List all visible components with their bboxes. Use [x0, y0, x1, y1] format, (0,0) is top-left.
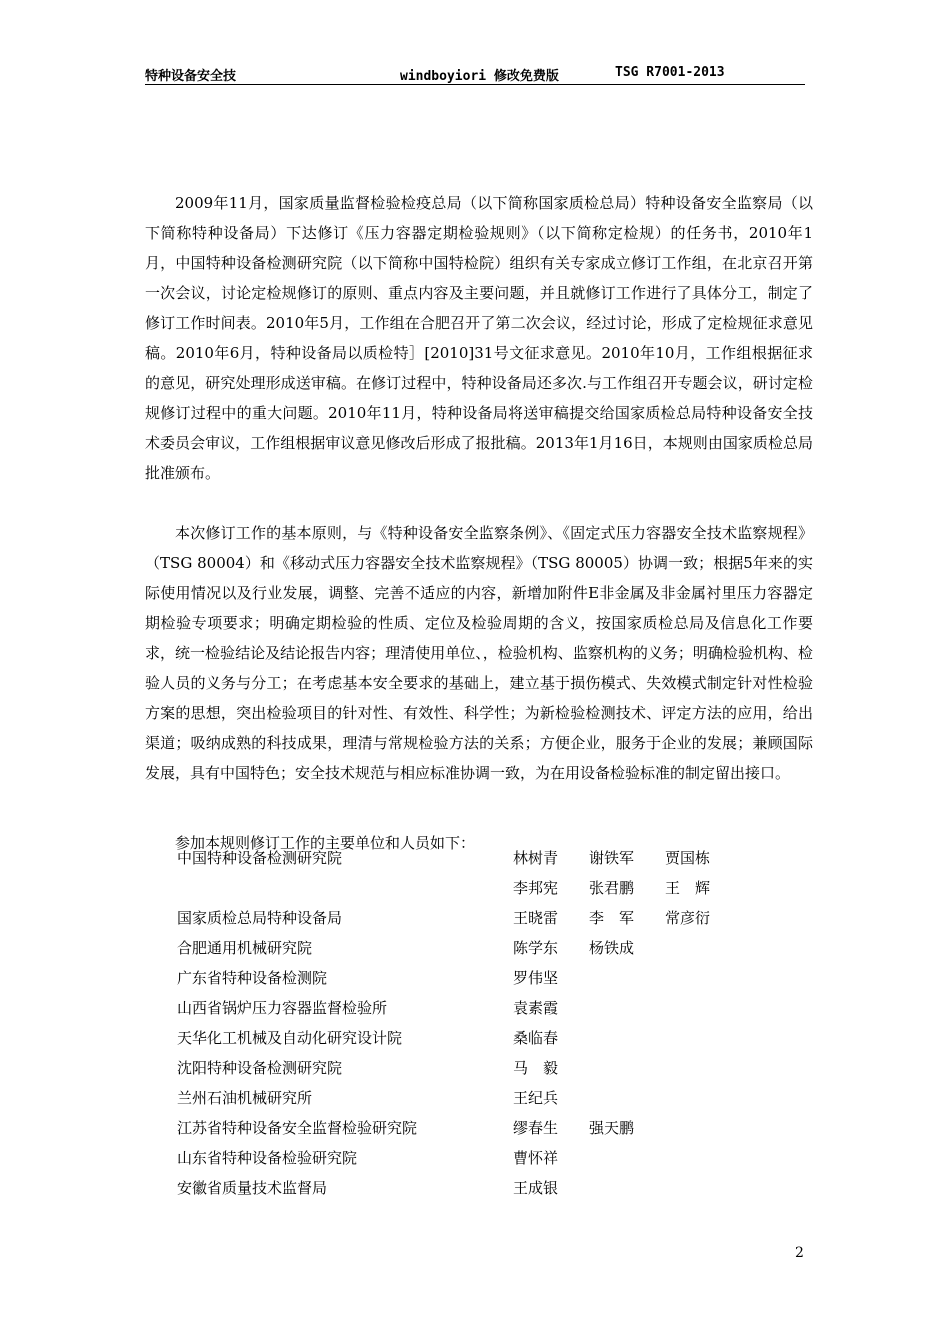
participant-row: [177, 1053, 817, 1083]
person-name: 陈学东: [513, 939, 559, 957]
participant-row: [177, 933, 817, 963]
participant-row: [177, 1113, 817, 1143]
participant-row: [177, 1143, 817, 1173]
person-name: 常彦衍: [665, 909, 711, 927]
person-name: 王成银: [513, 1179, 559, 1197]
participant-row: [177, 963, 817, 993]
participant-row: [177, 1083, 817, 1113]
participant-row: [177, 993, 817, 1023]
unit-name: 天华化工机械及自动化研究设计院: [177, 1029, 403, 1047]
person-name: 张君鹏: [589, 879, 635, 897]
paragraph-participants-intro: 参加本规则修订工作的主要单位和人员如下：: [175, 834, 476, 852]
person-name: 李邦宪: [513, 879, 559, 897]
person-name: 王纪兵: [513, 1089, 559, 1107]
unit-name: 安徽省质量技术监督局: [177, 1179, 328, 1197]
person-name: 缪春生: [513, 1119, 559, 1137]
unit-name: 合肥通用机械研究院: [177, 939, 313, 957]
header-left-text: 特种设备安全技: [145, 69, 237, 84]
person-name: 李 军: [589, 909, 635, 927]
person-name: 贾国栋: [665, 849, 711, 867]
person-name: 王 辉: [665, 879, 711, 897]
unit-name: 江苏省特种设备安全监督检验研究院: [177, 1119, 418, 1137]
unit-name: 广东省特种设备检测院: [177, 969, 328, 987]
participants-list: [177, 843, 817, 1203]
person-name: 杨铁成: [589, 939, 635, 957]
person-name: 袁素霞: [513, 999, 559, 1017]
paragraph-revision-principles: 本次修订工作的基本原则，与《特种设备安全监察条例》、《固定式压力容器安全技术监察规程》（TSG 80004）和《移动式压力容器安全技术监察规程》（TSG 80005）协调一致；根据5年来的实际使用情况以及行业发展，调整、完善不适应的内容，新增加附件E非金属及非金属衬里压力容器定期检验专项要求；明确定期检验的性质、定位及检验周期的含义，按国家质检总局及信息化工作要求，统一检验结论及结论报告内容；理清使用单位、，检验机构、监察机构的义务；明确检验机构、检验人员的义务与分工；在考虑基本安全要求的基础上，建立基于损伤模式、失效模式制定针对性检验方案的思想，突出检验项目的针对性、有效性、科学性；为新检验检测技术、评定方法的应用，给出渠道；吸纳成熟的科技成果，理清与常规检验方法的关系；方便企业，服务于企业的发展；兼顾国际发展，具有中国特色；安全技术规范与相应标准协调一致，为在用设备检验标准的制定留出接口。: [145, 524, 813, 782]
header-middle-text: windboyiori 修改免费版: [400, 69, 559, 84]
paragraph-revision-history: 2009年11月，国家质量监督检验检疫总局（以下简称国家质检总局）特种设备安全监察局（以下简称特种设备局）下达修订《压力容器定期检验规则》（以下简称定检规）的任务书，2010年1月，中国特种设备检测研究院（以下简称中国特检院）组织有关专家成立修订工作组，在北京召开第一次会议，讨论定检规修订的原则、重点内容及主要问题，并且就修订工作进行了具体分工，制定了修订工作时间表。2010年5月，工作组在合肥召开了第二次会议，经过讨论，形成了定检规征求意见稿。2010年6月，特种设备局以质检特］[2010]31号文征求意见。2010年10月，工作组根据征求的意见，研究处理形成送审稿。在修订过程中，特种设备局还多次.与工作组召开专题会议，研讨定检规修订过程中的重大问题。2010年11月，特种设备局将送审稿提交给国家质检总局特种设备安全技术委员会审议，工作组根据审议意见修改后形成了报批稿。2013年1月16日，本规则由国家质检总局批准颁布。: [145, 194, 813, 482]
participant-row: [177, 843, 817, 873]
person-name: 桑临春: [513, 1029, 559, 1047]
page-number: 2: [795, 1245, 804, 1261]
participant-row: [177, 1023, 817, 1053]
person-name: 林树青: [513, 849, 559, 867]
header-standard-code: TSG R7001-2013: [615, 65, 725, 80]
person-name: 曹怀祥: [513, 1149, 559, 1167]
unit-name: 兰州石油机械研究所: [177, 1089, 313, 1107]
page-header: [145, 60, 805, 85]
unit-name: 沈阳特种设备检测研究院: [177, 1059, 343, 1077]
unit-name: 国家质检总局特种设备局: [177, 909, 343, 927]
person-name: 强天鹏: [589, 1119, 635, 1137]
person-name: 谢铁军: [589, 849, 635, 867]
participant-row: [177, 1173, 817, 1203]
person-name: 罗伟坚: [513, 969, 559, 987]
unit-name: 中国特种设备检测研究院: [177, 849, 343, 867]
unit-name: 山东省特种设备检验研究院: [177, 1149, 358, 1167]
unit-name: 山西省锅炉压力容器监督检验所: [177, 999, 388, 1017]
person-name: 马 毅: [513, 1059, 559, 1077]
person-name: 王晓雷: [513, 909, 559, 927]
participant-row: [177, 903, 817, 933]
participant-row: [177, 873, 817, 903]
